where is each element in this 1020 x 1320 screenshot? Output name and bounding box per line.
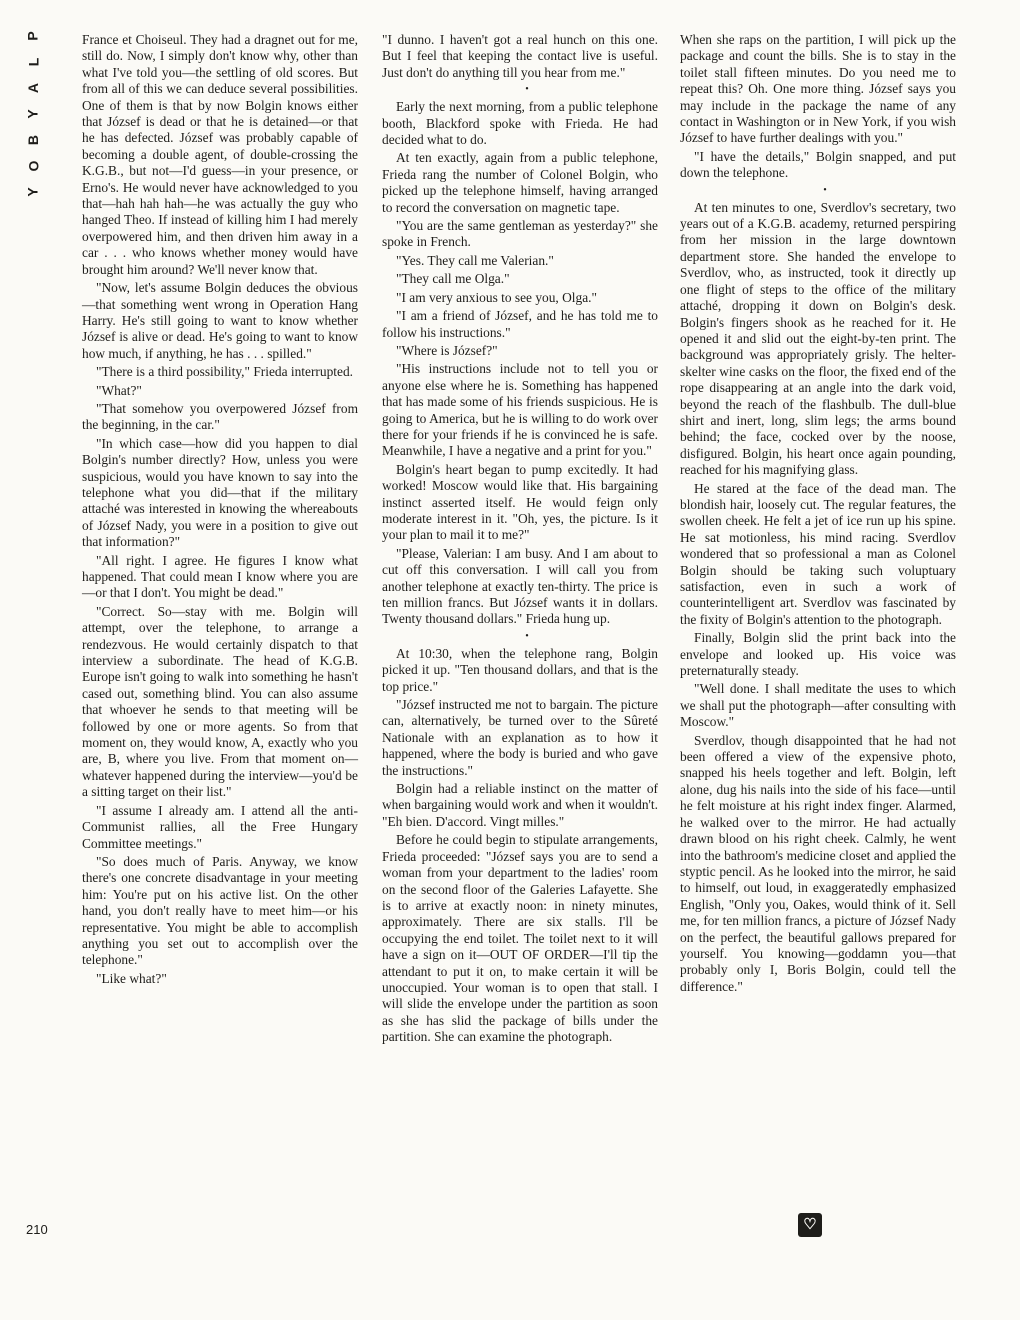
paragraph: France et Choiseul. They had a dragnet out for me, still do. Now, I simply don't know why, other than what I've told you—the settling of old scores. But from all of this we can deduce several possibilities. One of them is that by now Bolgin knows either that József is dead or that he is detained—or that he has defected. József was probably capable of becoming a double agent, of double-crossing the K.G.B., but not—I'd guess—in your presence, or Erno's. He would never have acknowledged to you that—hah hah hah—he was actually the guy who hanged Theo. If instead of killing him I had merely overpowered him, and then driven him away in a car . . . who knows whether money would have brought him around? We'll never know that. [82, 32, 358, 277]
paragraph: "Yes. They call me Valerian." [396, 252, 554, 268]
paragraph: At 10:30, when the telephone rang, Bolgin picked it up. "Ten thousand dollars, and that is the top price." [382, 645, 658, 694]
paragraph: Bolgin's heart began to pump excitedly. It had worked! Moscow would like that. His bargaining instinct asserted itself. He would feign only moderate interest in it. "Oh, yes, the picture. Is it your plan to mail it to me?" [382, 461, 658, 543]
paragraph: "I dunno. I haven't got a real hunch on this one. But I feel that keeping the contact live is useful. Just don't do anything till you hear from me." [382, 32, 658, 80]
paragraph: "There is a third possibility," Frieda interrupted. [96, 364, 353, 380]
paragraph: "Now, let's assume Bolgin deduces the obvious—that something went wrong in Operation Hang Harry. He's still going to want to know whether József is alive or dead. He's going to want to know how much, if anything, he has . . . spilled." [82, 280, 358, 361]
paragraph: "I am very anxious to see you, Olga." [396, 289, 597, 305]
masthead-letter: Y [25, 187, 41, 197]
paragraph: When she raps on the partition, I will pick up the package and count the bills. She is to stay in the toilet stall fifteen minutes. Do you need me to repeat this? Oh. One more thing. József says you may include in the package the name of any contact in Washington or in New York, if you wish József to have further dealings with you." [680, 32, 956, 146]
paragraph: At ten minutes to one, Sverdlov's secretary, two years out of a K.G.B. academy, returned perspiring from her mission in the large downtown department store. She handed the envelope to Sverdlov, who, as instructed, took it directly up one flight of steps to the office of the military attaché, dropping it down on Bolgin's desk. Bolgin's fingers shook as he reached for it. He opened it and slid out the eight-by-ten print. The background was appropriately grisly. The helter-skelter wine casks on the floor, the fixed end of the rope disappearing at an angle into the dark void, beyond the reach of the flashbulb. The dull-blue shirt and inert, long, slim legs; the arms bound behind; the face, cocked over by the noose, disfigured. Bolgin, his heart once again pounding, reached for his magnifying glass. [680, 199, 956, 478]
paragraph: Finally, Bolgin slid the print back into the envelope and looked up. His voice was preternaturally steady. [680, 630, 956, 679]
paragraph: "His instructions include not to tell you or anyone else where he is. Something has happened that has made some of his friends suspicious. He is going to America, but he is willing to do work over there for your friends if he is convinced he is safe. Meanwhile, I have a negative and a print for you." [382, 361, 658, 459]
paragraph: Before he could begin to stipulate arrangements, Frieda proceeded: "József says you are to send a woman from your department to the ladies' room on the second floor of the Galeries Lafayette. She is to arrive at exactly noon: in ninety minutes, approximately. There are six stalls. I'll be occupying the end toilet. The toilet next to it will have a sign on it—OUT OF ORDER—I'll tip the attendant to put it on, to make certain it will be unoccupied. Your woman is to open that stall. I will slide the envelope under the partition as soon as she has slid the package of bills under the partition. She can examine the photograph. [382, 832, 658, 1045]
text-column-1 [82, 32, 358, 989]
paragraph: Sverdlov, though disappointed that he had not been offered a view of the expensive photo, snapped his heels together and left. Bolgin, left alone, dug his nails into the side of his face—until he felt moisture at his right index finger. Alarmed, he walked over to the mirror. He had actually drawn blood on his right cheek. Calmly, he went into the bathroom's medicine closet and applied the styptic pencil. As he looked into the mirror, he said to himself, out loud, in exaggeratedly emphasized English, "Only you, Oakes, would think of it. Sell me, for ten million francs, a picture of József Nady on the perfect, the beautiful gallows prepared for yourself. You knowing—goddamn you—that probably only I, Boris Bolgin, could tell the difference." [680, 732, 956, 994]
paragraph: "You are the same gentleman as yesterday?" she spoke in French. [382, 218, 658, 250]
paragraph: "József instructed me not to bargain. The picture can, alternatively, be turned over to the Sûreté Nationale with an explanation as to how it happened, where the body is buried and who gave the instructions." [382, 697, 658, 778]
paragraph: He stared at the face of the dead man. The blondish hair, loosely cut. The regular features, the swollen cheek. He felt a jet of ice run up his spine. He sat motionless, his mind racing. Sverdlov wondered that so professional a man as Colonel Bolgin should be taking such voluptuary satisfaction, even in such a work of counterintelligent art. Sverdlov was fascinated by the fixity of Bolgin's attention to the photograph. [680, 480, 956, 627]
paragraph: "All right. I agree. He figures I know what happened. That could mean I know where you are—or that I don't. You might be dead." [82, 552, 358, 601]
paragraph: "Please, Valerian: I am busy. And I am about to cut off this conversation. I will call you from another telephone at exactly ten-thirty. The price is ten million francs. But József wants it in dollars. Twenty thousand dollars." Frieda hung up. [382, 545, 658, 627]
text-column-3 [680, 32, 956, 997]
paragraph: "What?" [96, 382, 142, 398]
section-break: • [823, 184, 827, 196]
masthead-letter: B [25, 134, 41, 146]
paragraph: "Where is József?" [396, 342, 498, 358]
masthead-letter: Y [25, 109, 41, 119]
paragraph: "I have the details," Bolgin snapped, and put down the telephone. [680, 148, 956, 181]
paragraph: At ten exactly, again from a public telephone, Frieda rang the number of Colonel Bolgin, who picked up the telephone himself, having arranged to record the conversation on magnetic tape. [382, 150, 658, 215]
paragraph: "So does much of Paris. Anyway, we know there's one concrete disadvantage in your meeting him: You're put on his active list. On the other hand, you don't really have to meet him—or his representative. You might be able to accomplish anything you set out to accomplish over the telephone." [82, 853, 358, 968]
end-mark-logo-icon: ♡ [798, 1213, 822, 1237]
paragraph: "Like what?" [96, 970, 167, 986]
masthead-letter: A [25, 82, 41, 94]
paragraph: Early the next morning, from a public telephone booth, Blackford spoke with Frieda. He had decided what to do. [382, 99, 658, 148]
section-break: • [525, 84, 529, 96]
paragraph: "That somehow you overpowered József from the beginning, in the car." [82, 400, 358, 433]
masthead-letter: L [25, 57, 41, 67]
masthead-letter: P [25, 31, 41, 41]
paragraph: "I am a friend of József, and he has told me to follow his instructions." [382, 308, 658, 340]
page-number: 210 [26, 1222, 48, 1237]
paragraph: "Correct. So—stay with me. Bolgin will attempt, over the telephone, to arrange a rendezvous. He would certainly dispatch to that interview a subordinate. The head of K.G.B. Europe isn't going to walk into something he hasn't cased out, something blind. You can also assume that whoever he sends to that meeting will be followed by one or more agents. So from that moment on, they would know, A, exactly who you are, B, where you live. From that moment on—whatever happened during the interview—you'd be a sitting target on their list." [82, 603, 358, 800]
text-column-2 [382, 32, 658, 1048]
paragraph: "I assume I already am. I attend all the anti-Communist rallies, all the Free Hungary Committee meetings." [82, 802, 358, 851]
paragraph: "In which case—how did you happen to dial Bolgin's number directly? How, unless you were suspicious, would you have known to say into the telephone what you did—that if the military attaché was interested in knowing the whereabouts of József Nady, you were in a position to give out that information?" [82, 435, 358, 550]
section-break: • [525, 630, 529, 642]
masthead [18, 28, 48, 197]
paragraph: "Well done. I shall meditate the uses to which we shall put the photograph—after consulting with Moscow." [680, 681, 956, 730]
paragraph: Bolgin had a reliable instinct on the matter of when bargaining would work and when it wouldn't. "Eh bien. D'accord. Vingt milles." [382, 781, 658, 829]
masthead-letter: O [24, 160, 41, 172]
paragraph: "They call me Olga." [396, 271, 510, 287]
